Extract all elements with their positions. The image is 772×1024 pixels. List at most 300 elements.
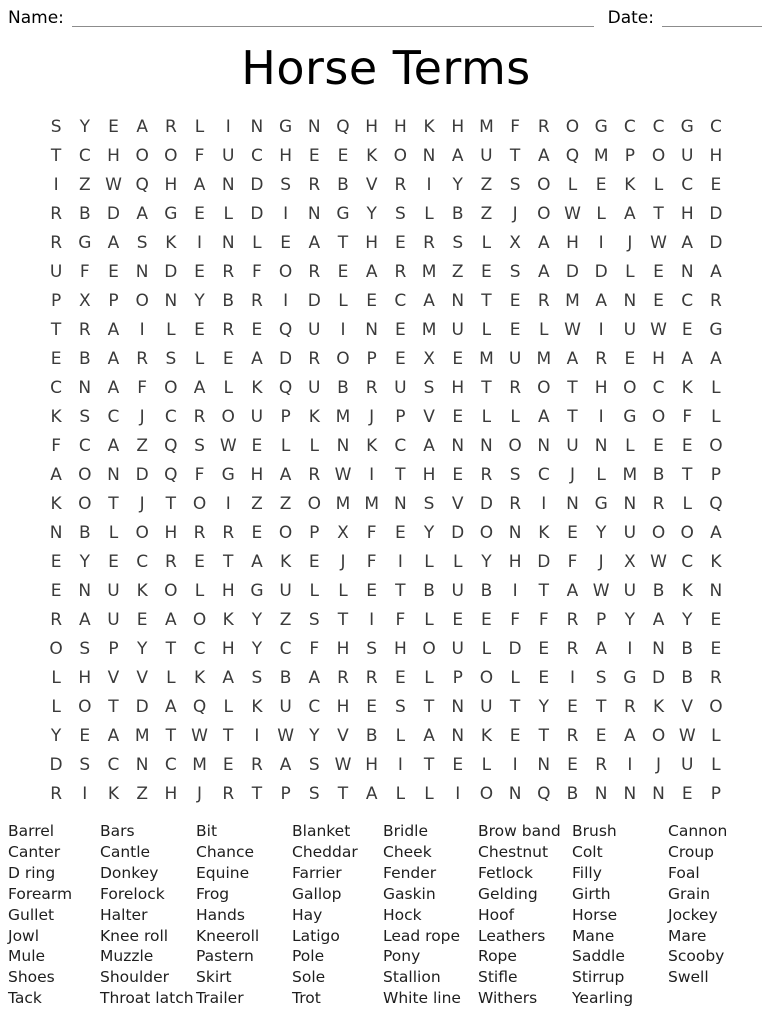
grid-cell: L <box>567 174 578 195</box>
grid-cell: O <box>479 667 494 688</box>
grid-cell: I <box>455 783 461 804</box>
grid-cell: A <box>423 290 435 311</box>
grid-cell: I <box>569 667 575 688</box>
grid-cell: E <box>251 435 263 456</box>
grid-cell: A <box>537 406 550 427</box>
grid-cell: I <box>197 232 203 253</box>
grid-cell: T <box>567 377 578 398</box>
grid-cell: I <box>397 551 403 572</box>
word-list-item: Grain <box>668 884 711 903</box>
grid-cell: T <box>538 580 549 601</box>
grid-cell: H <box>566 232 579 253</box>
grid-cell: D <box>537 551 551 572</box>
grid-cell: N <box>135 261 149 282</box>
grid-cell: K <box>681 580 693 601</box>
grid-cell: L <box>682 493 692 514</box>
grid-cell: B <box>78 203 91 224</box>
grid-cell: T <box>682 464 693 485</box>
word-list-column <box>196 821 292 1009</box>
grid-cell: I <box>369 609 375 630</box>
grid-cell: N <box>594 435 608 456</box>
grid-cell: K <box>538 522 550 543</box>
grid-cell: H <box>365 232 379 253</box>
grid-cell: I <box>512 754 518 775</box>
grid-cell: S <box>595 667 607 688</box>
grid-cell: Z <box>136 435 148 456</box>
grid-cell: V <box>107 667 120 688</box>
grid-cell: D <box>135 696 149 717</box>
grid-cell: A <box>365 783 378 804</box>
grid-cell: H <box>78 667 92 688</box>
grid-cell: L <box>711 725 721 746</box>
grid-cell: A <box>107 232 120 253</box>
grid-cell: G <box>594 116 608 137</box>
grid-cell: O <box>135 290 149 311</box>
word-list-item: Pony <box>383 947 421 966</box>
grid-cell: R <box>537 116 550 137</box>
grid-cell: R <box>193 522 206 543</box>
grid-cell: H <box>365 754 379 775</box>
grid-cell: T <box>595 696 607 717</box>
grid-cell: A <box>107 377 120 398</box>
grid-cell: G <box>623 406 637 427</box>
grid-cell: E <box>394 348 406 369</box>
grid-cell: E <box>394 667 406 688</box>
grid-cell: C <box>681 551 694 572</box>
grid-cell: B <box>423 580 435 601</box>
grid-cell: U <box>623 580 637 601</box>
grid-cell: R <box>394 261 407 282</box>
grid-cell: N <box>508 783 522 804</box>
grid-cell: L <box>51 667 61 688</box>
grid-cell: N <box>623 783 637 804</box>
word-list-item: Latigo <box>292 926 340 945</box>
grid-cell: O <box>278 261 293 282</box>
grid-cell: N <box>422 145 436 166</box>
word-list-item: Hoof <box>478 905 515 924</box>
grid-cell: H <box>221 638 235 659</box>
grid-cell: L <box>194 348 205 369</box>
grid-cell: T <box>509 696 521 717</box>
grid-cell: M <box>192 754 207 775</box>
grid-cell: N <box>652 638 665 659</box>
grid-cell: N <box>393 493 407 514</box>
grid-cell: L <box>338 290 348 311</box>
grid-cell: R <box>509 493 521 514</box>
grid-cell: R <box>308 261 321 282</box>
grid-cell: H <box>279 145 292 166</box>
grid-cell: C <box>193 638 206 659</box>
word-list-item: Mule <box>8 947 46 966</box>
grid-cell: O <box>135 145 149 166</box>
grid-cell: I <box>627 754 633 775</box>
word-list-item: Shoulder <box>100 968 170 987</box>
grid-cell: U <box>308 319 321 340</box>
grid-cell: Y <box>194 290 205 311</box>
grid-cell: O <box>479 522 494 543</box>
grid-cell: G <box>680 116 694 137</box>
grid-cell: Y <box>538 696 549 717</box>
grid-cell: C <box>681 290 694 311</box>
grid-cell: R <box>595 754 608 775</box>
grid-cell: L <box>424 667 434 688</box>
word-list-item: Canter <box>8 842 61 861</box>
grid-cell: E <box>509 319 521 340</box>
grid-cell: M <box>593 145 609 166</box>
grid-cell: P <box>280 406 291 427</box>
grid-cell: A <box>165 609 177 630</box>
grid-cell: R <box>164 116 177 137</box>
grid-cell: O <box>278 522 293 543</box>
grid-cell: W <box>219 435 237 456</box>
grid-cell: E <box>595 174 607 195</box>
grid-cell: U <box>566 435 579 456</box>
grid-cell: E <box>280 232 291 253</box>
word-list-item: Chance <box>196 842 255 861</box>
grid-cell: F <box>366 551 377 572</box>
grid-cell: E <box>452 406 464 427</box>
grid-cell: O <box>508 435 522 456</box>
grid-cell: C <box>136 551 149 572</box>
grid-cell: H <box>594 377 608 398</box>
grid-cell: N <box>537 754 551 775</box>
grid-cell: D <box>250 174 264 195</box>
grid-cell: A <box>710 522 722 543</box>
grid-cell: A <box>308 232 321 253</box>
grid-cell: B <box>222 290 235 311</box>
grid-cell: B <box>337 174 349 195</box>
grid-cell: F <box>538 609 549 630</box>
grid-cell: E <box>251 522 263 543</box>
grid-cell: L <box>481 232 492 253</box>
grid-cell: P <box>50 290 62 311</box>
word-list-item: Saddle <box>572 947 625 966</box>
grid-cell: T <box>223 725 234 746</box>
grid-cell: O <box>78 493 92 514</box>
grid-cell: J <box>512 203 518 224</box>
grid-cell: I <box>627 638 633 659</box>
grid-cell: E <box>653 290 664 311</box>
grid-cell: U <box>279 580 292 601</box>
grid-cell: U <box>49 261 63 282</box>
grid-cell: C <box>709 116 722 137</box>
grid-cell: N <box>307 203 321 224</box>
grid-cell: F <box>510 116 520 137</box>
grid-cell: E <box>136 609 148 630</box>
grid-cell: P <box>395 406 406 427</box>
grid-cell: R <box>509 377 521 398</box>
grid-cell: A <box>423 725 435 746</box>
grid-cell: M <box>536 348 552 369</box>
grid-cell: U <box>623 319 637 340</box>
grid-cell: B <box>681 638 694 659</box>
grid-cell: E <box>481 261 492 282</box>
grid-cell: O <box>307 493 321 514</box>
grid-cell: R <box>537 290 550 311</box>
grid-cell: N <box>365 319 379 340</box>
grid-cell: Q <box>135 174 149 195</box>
grid-cell: E <box>452 609 464 630</box>
grid-cell: S <box>394 696 406 717</box>
grid-cell: K <box>366 145 378 166</box>
grid-cell: E <box>394 522 406 543</box>
grid-cell: H <box>508 551 522 572</box>
grid-cell: R <box>222 783 235 804</box>
word-list-item: Scooby <box>668 947 725 966</box>
grid-cell: U <box>623 522 637 543</box>
word-list-item: Rope <box>478 947 517 966</box>
word-list-item: Barrel <box>8 822 55 840</box>
grid-cell: M <box>565 290 580 311</box>
word-list-item: Gullet <box>8 905 55 924</box>
grid-cell: L <box>108 522 119 543</box>
grid-cell: A <box>537 232 550 253</box>
grid-cell: A <box>595 290 607 311</box>
grid-cell: M <box>479 348 494 369</box>
grid-cell: P <box>624 145 635 166</box>
grid-cell: T <box>223 551 234 572</box>
word-list-item: Colt <box>572 842 603 861</box>
grid-cell: D <box>479 493 493 514</box>
grid-cell: V <box>451 493 464 514</box>
grid-cell: H <box>451 116 465 137</box>
grid-cell: C <box>681 174 694 195</box>
word-list <box>0 821 772 1009</box>
word-list-item: Fender <box>383 863 437 882</box>
grid-cell: N <box>652 783 665 804</box>
grid-cell: L <box>166 319 176 340</box>
word-list-item: Trot <box>292 989 321 1008</box>
grid-cell: P <box>309 522 320 543</box>
grid-cell: U <box>221 145 235 166</box>
grid-cell: L <box>166 667 176 688</box>
grid-cell: S <box>79 638 91 659</box>
word-list-item: Stallion <box>383 968 441 987</box>
grid-cell: X <box>624 551 636 572</box>
word-list-item: Gaskin <box>383 884 436 903</box>
grid-cell: U <box>250 406 264 427</box>
grid-cell: H <box>336 638 350 659</box>
grid-cell: T <box>337 783 349 804</box>
grid-cell: O <box>709 696 723 717</box>
grid-cell: X <box>78 290 91 311</box>
word-list-item: Filly <box>572 863 602 882</box>
grid-cell: A <box>107 319 120 340</box>
grid-cell: O <box>651 145 666 166</box>
grid-cell: F <box>510 609 520 630</box>
grid-cell: A <box>308 667 321 688</box>
grid-cell: Y <box>595 522 607 543</box>
word-list-item: Frog <box>196 884 230 903</box>
grid-cell: L <box>280 435 291 456</box>
grid-cell: A <box>710 348 722 369</box>
name-label: Name: <box>8 8 64 28</box>
grid-cell: C <box>107 754 120 775</box>
grid-cell: H <box>164 783 178 804</box>
grid-cell: H <box>451 377 465 398</box>
grid-cell: B <box>451 203 464 224</box>
grid-cell: K <box>280 551 292 572</box>
grid-cell: G <box>279 116 293 137</box>
grid-cell: K <box>251 377 263 398</box>
grid-cell: A <box>136 203 148 224</box>
grid-cell: Y <box>79 551 90 572</box>
grid-cell: E <box>108 261 119 282</box>
grid-cell: I <box>225 116 231 137</box>
grid-cell: I <box>254 725 260 746</box>
word-list-column <box>478 821 572 1009</box>
word-list-item: Lead rope <box>383 926 461 945</box>
grid-cell: E <box>624 348 636 369</box>
grid-cell: N <box>566 493 579 514</box>
grid-cell: I <box>283 203 289 224</box>
grid-cell: U <box>451 638 464 659</box>
word-list-item: Knee roll <box>100 926 169 945</box>
grid-cell: W <box>277 725 294 746</box>
grid-cell: T <box>108 696 119 717</box>
grid-cell: L <box>424 203 434 224</box>
word-list-item: Forearm <box>8 884 73 903</box>
grid-cell: E <box>50 551 62 572</box>
word-list-column <box>668 821 727 1009</box>
grid-cell: A <box>681 348 694 369</box>
grid-cell: W <box>650 551 667 572</box>
grid-cell: L <box>223 696 233 717</box>
grid-cell: L <box>452 551 463 572</box>
word-list-item: Cantle <box>100 842 151 861</box>
grid-cell: N <box>250 116 264 137</box>
grid-cell: H <box>393 116 407 137</box>
grid-cell: N <box>537 435 551 456</box>
grid-cell: M <box>335 493 351 514</box>
grid-cell: A <box>193 377 206 398</box>
grid-cell: Q <box>565 145 580 166</box>
word-list-item: Girth <box>572 884 611 903</box>
grid-cell: A <box>710 261 722 282</box>
grid-cell: Y <box>366 203 377 224</box>
name-blank-line <box>72 10 594 27</box>
grid-cell: B <box>480 580 493 601</box>
grid-cell: O <box>422 638 436 659</box>
grid-cell: L <box>510 667 520 688</box>
grid-cell: O <box>164 580 178 601</box>
grid-cell: H <box>422 464 436 485</box>
word-list-item: Horse <box>572 905 618 924</box>
grid-cell: E <box>710 609 722 630</box>
grid-cell: J <box>139 493 145 514</box>
grid-cell: C <box>50 377 63 398</box>
grid-cell: N <box>221 232 235 253</box>
page-title: Horse Terms <box>241 41 531 95</box>
grid-cell: A <box>107 348 120 369</box>
grid-cell: F <box>252 261 262 282</box>
grid-cell: I <box>283 290 289 311</box>
grid-cell: L <box>395 725 406 746</box>
grid-cell: U <box>508 348 522 369</box>
grid-cell: H <box>164 174 178 195</box>
grid-cell: H <box>393 638 407 659</box>
word-list-item: Farrier <box>292 863 342 882</box>
grid-cell: O <box>537 377 551 398</box>
grid-cell: Q <box>537 783 551 804</box>
grid-cell: Y <box>50 725 62 746</box>
grid-cell: W <box>334 464 352 485</box>
grid-cell: H <box>709 145 723 166</box>
grid-cell: T <box>395 464 406 485</box>
grid-cell: I <box>340 319 346 340</box>
grid-cell: Y <box>452 174 463 195</box>
grid-cell: E <box>710 174 722 195</box>
grid-cell: N <box>680 261 694 282</box>
grid-cell: K <box>193 667 206 688</box>
word-list-item: Jowl <box>8 926 40 945</box>
grid-cell: I <box>598 319 604 340</box>
grid-cell: I <box>82 783 88 804</box>
grid-cell: H <box>652 348 665 369</box>
grid-cell: D <box>709 203 723 224</box>
grid-cell: W <box>592 580 610 601</box>
grid-cell: W <box>564 203 581 224</box>
grid-cell: Y <box>423 522 435 543</box>
word-list-item: Croup <box>668 842 715 861</box>
grid-cell: A <box>624 203 636 224</box>
grid-cell: Z <box>279 609 292 630</box>
grid-cell: L <box>711 754 721 775</box>
grid-cell: Y <box>251 609 263 630</box>
grid-cell: R <box>222 261 235 282</box>
grid-cell: T <box>395 580 406 601</box>
grid-cell: G <box>221 464 235 485</box>
grid-cell: M <box>479 116 494 137</box>
grid-cell: E <box>251 319 263 340</box>
grid-cell: L <box>51 696 61 717</box>
grid-cell: L <box>252 232 262 253</box>
grid-cell: P <box>280 783 291 804</box>
grid-cell: A <box>107 725 120 746</box>
grid-cell: C <box>164 754 177 775</box>
grid-cell: U <box>308 377 321 398</box>
grid-cell: R <box>308 464 321 485</box>
grid-cell: L <box>481 754 492 775</box>
grid-cell: N <box>451 290 465 311</box>
grid-cell: T <box>337 232 349 253</box>
grid-cell: M <box>622 464 638 485</box>
grid-cell: R <box>50 203 62 224</box>
grid-cell: T <box>165 638 177 659</box>
grid-cell: N <box>451 435 465 456</box>
grid-cell: W <box>650 319 667 340</box>
grid-cell: F <box>682 406 693 427</box>
grid-cell: M <box>421 261 437 282</box>
grid-cell: D <box>106 203 121 224</box>
grid-cell: E <box>681 783 693 804</box>
grid-cell: C <box>394 435 407 456</box>
grid-cell: O <box>479 783 494 804</box>
grid-cell: E <box>653 435 664 456</box>
grid-cell: H <box>107 145 120 166</box>
grid-cell: J <box>656 754 662 775</box>
grid-cell: I <box>541 493 547 514</box>
grid-cell: L <box>309 580 320 601</box>
word-list-item: Bit <box>196 822 218 840</box>
grid-cell: E <box>194 261 205 282</box>
grid-cell: Z <box>279 493 292 514</box>
grid-cell: C <box>250 145 263 166</box>
grid-cell: A <box>595 638 607 659</box>
grid-cell: D <box>49 754 63 775</box>
grid-cell: A <box>423 435 435 456</box>
grid-cell: S <box>423 377 435 398</box>
